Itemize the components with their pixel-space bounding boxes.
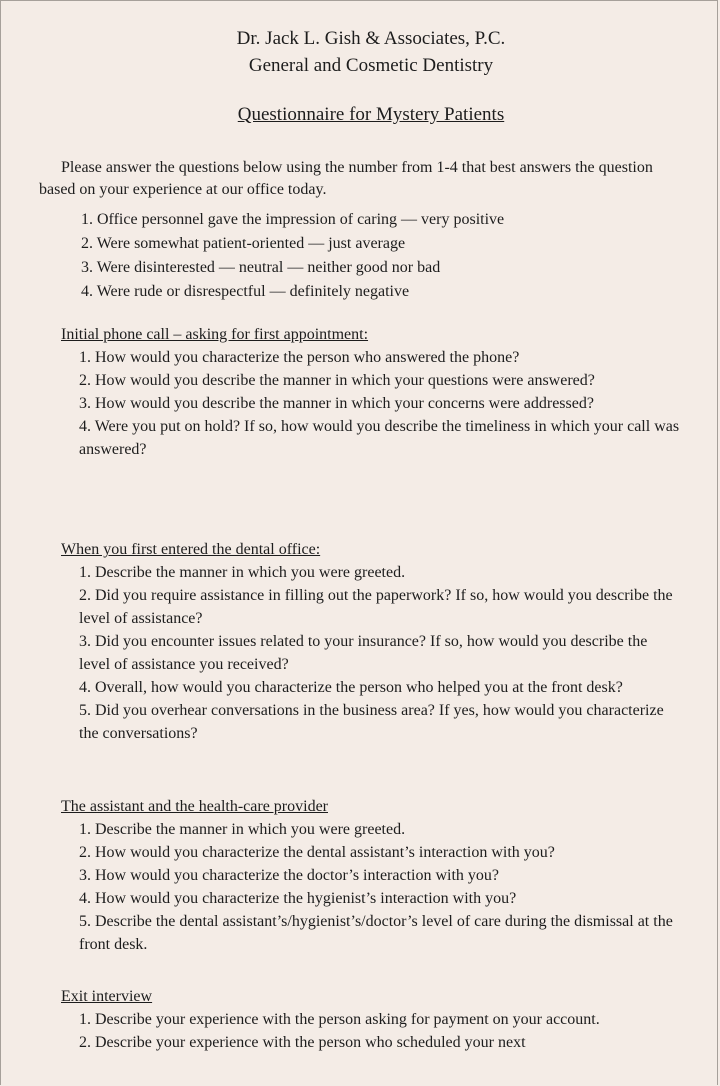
scale-item: 3. Were disinterested — neutral — neither good nor bad [81,259,441,276]
question-item: 5. Did you overhear conversations in the business area? If yes, how would you characterize the conversations? [79,702,664,742]
question-item: 1. Describe the manner in which you were greeted. [79,564,406,581]
section-exit-interview [61,985,681,1054]
practice-name: Dr. Jack L. Gish & Associates, P.C. [236,28,506,49]
question-item: 3. How would you describe the manner in which your concerns were addressed? [79,395,594,412]
section-title: Initial phone call – asking for first appointment: [61,326,369,343]
section-assistant-provider [61,795,681,956]
question-item: 2. Did you require assistance in filling out the paperwork? If so, how would you describe the level of assistance? [79,587,673,627]
scale-item: 2. Were somewhat patient-oriented — just average [81,235,406,252]
question-list [61,1008,681,1054]
section-title: The assistant and the health-care provider [61,798,328,815]
question-item: 1. How would you characterize the person who answered the phone? [79,349,520,366]
question-item: 5. Describe the dental assistant’s/hygienist’s/doctor’s level of care during the dismissal at the front desk. [79,913,673,953]
scale-item: 1. Office personnel gave the impression of caring — very positive [81,211,505,228]
question-item: 3. How would you characterize the doctor’s interaction with you? [79,867,500,884]
question-item: 4. How would you characterize the hygienist’s interaction with you? [79,890,517,907]
section-phone-call [61,323,681,461]
question-list [61,818,681,956]
question-item: 2. How would you characterize the dental assistant’s interaction with you? [79,844,555,861]
section-title: Exit interview [61,988,153,1005]
question-list [61,346,681,461]
question-item: 3. Did you encounter issues related to your insurance? If so, how would you describe the level of assistance you received? [79,633,648,673]
rating-scale [81,208,504,304]
document-title: Questionnaire for Mystery Patients [237,104,505,125]
question-item: 1. Describe the manner in which you were greeted. [79,821,406,838]
question-item: 1. Describe your experience with the person asking for payment on your account. [79,1011,600,1028]
question-item: 4. Were you put on hold? If so, how would you describe the timeliness in which your call was answered? [79,418,680,458]
practice-type: General and Cosmetic Dentistry [248,55,494,76]
letterhead [1,25,720,79]
section-dental-office [61,538,681,745]
question-item: 2. How would you describe the manner in which your questions were answered? [79,372,595,389]
intro-paragraph: Please answer the questions below using the number from 1-4 that best answers the question based on your experience at our office today. [39,159,653,198]
question-list [61,561,681,745]
question-item: 2. Describe your experience with the person who scheduled your next [79,1034,526,1051]
question-item: 4. Overall, how would you characterize the person who helped you at the front desk? [79,679,623,696]
section-title: When you first entered the dental office: [61,541,321,558]
scale-item: 4. Were rude or disrespectful — definitely negative [81,283,410,300]
